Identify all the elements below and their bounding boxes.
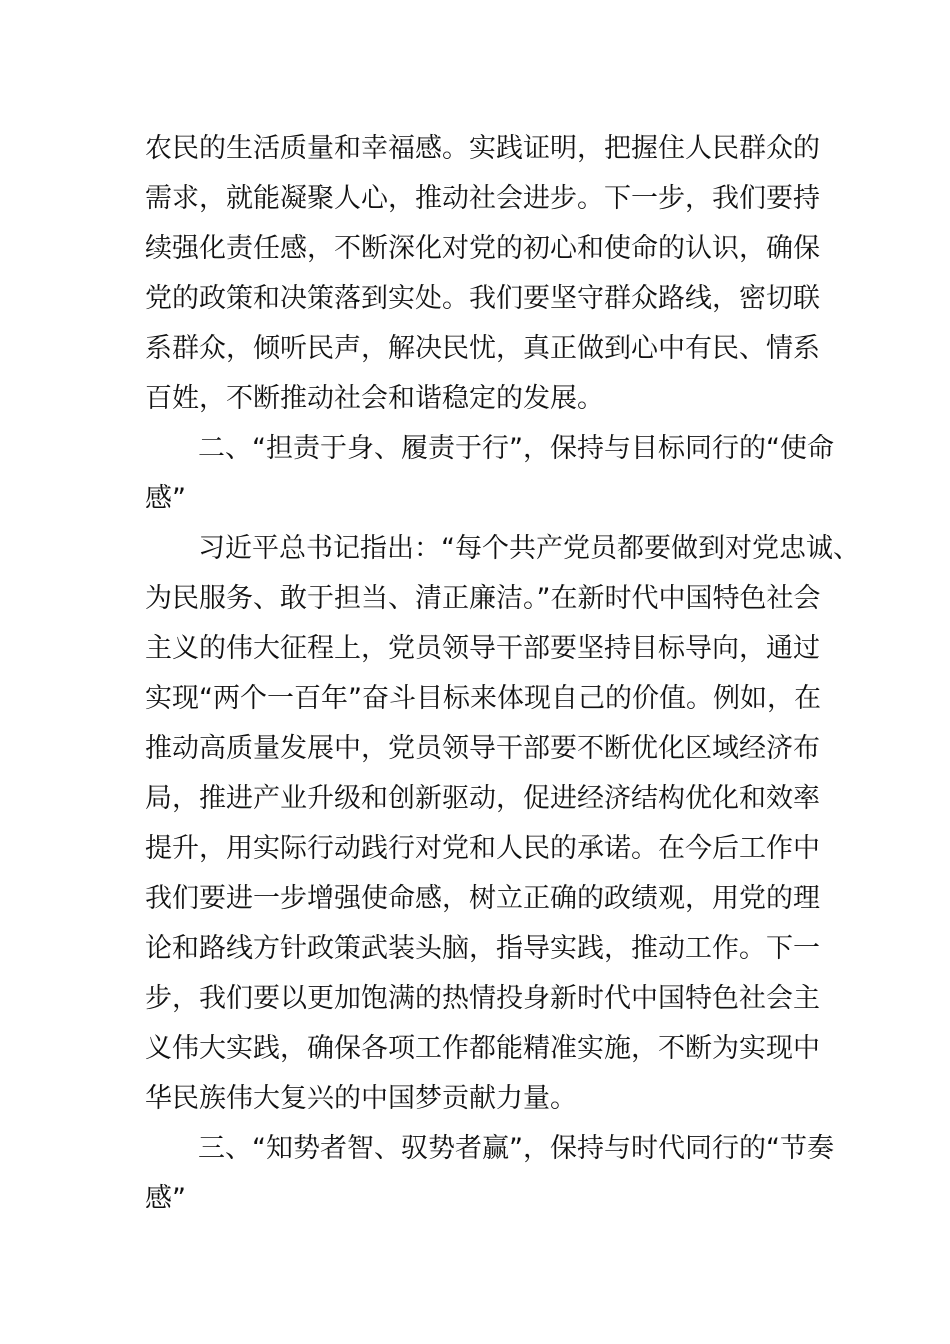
- paragraph-line: 为民服务、敢于担当、清正廉洁。”在新时代中国特色社会: [145, 583, 821, 614]
- paragraph-line: 续强化责任感，不断深化对党的初心和使命的认识，确保: [145, 233, 820, 264]
- section-heading-3: 三、“知势者智、驭势者赢”，保持与时代同行的“节奏: [198, 1133, 834, 1164]
- document-body: [145, 124, 860, 1224]
- paragraph-line: 推动高质量发展中，党员领导干部要不断优化区域经济布: [145, 733, 820, 764]
- section-heading-2: 二、“担责于身、履责于行”，保持与目标同行的“使命: [198, 433, 834, 464]
- paragraph-line: 需求，就能凝聚人心，推动社会进步。下一步，我们要持: [145, 183, 820, 214]
- paragraph-line: 我们要进一步增强使命感，树立正确的政绩观，用党的理: [145, 883, 820, 914]
- paragraph-line: 党的政策和决策落到实处。我们要坚守群众路线，密切联: [145, 283, 820, 314]
- paragraph-line: 主义的伟大征程上，党员领导干部要坚持目标导向，通过: [145, 633, 820, 664]
- paragraph-line: 步，我们要以更加饱满的热情投身新时代中国特色社会主: [145, 983, 820, 1014]
- section-heading-3-cont: 感”: [145, 1183, 186, 1214]
- paragraph-line: 实现“两个一百年”奋斗目标来体现自己的价值。例如，在: [145, 683, 821, 714]
- paragraph-line: 农民的生活质量和幸福感。实践证明，把握住人民群众的: [145, 133, 820, 164]
- section-heading-2-cont: 感”: [145, 483, 186, 514]
- paragraph-line: 提升，用实际行动践行对党和人民的承诺。在今后工作中: [145, 833, 820, 864]
- paragraph-line: 义伟大实践，确保各项工作都能精准实施，不断为实现中: [145, 1033, 820, 1064]
- paragraph-line: 论和路线方针政策武装头脑，指导实践，推动工作。下一: [145, 933, 820, 964]
- paragraph-line: 系群众，倾听民声，解决民忧，真正做到心中有民、情系: [145, 333, 820, 364]
- paragraph-line: 习近平总书记指出：“每个共产党员都要做到对党忠诚、: [198, 533, 860, 564]
- paragraph-line: 局，推进产业升级和创新驱动，促进经济结构优化和效率: [145, 783, 820, 814]
- paragraph-line: 华民族伟大复兴的中国梦贡献力量。: [145, 1083, 577, 1114]
- paragraph-line: 百姓，不断推动社会和谐稳定的发展。: [145, 383, 604, 414]
